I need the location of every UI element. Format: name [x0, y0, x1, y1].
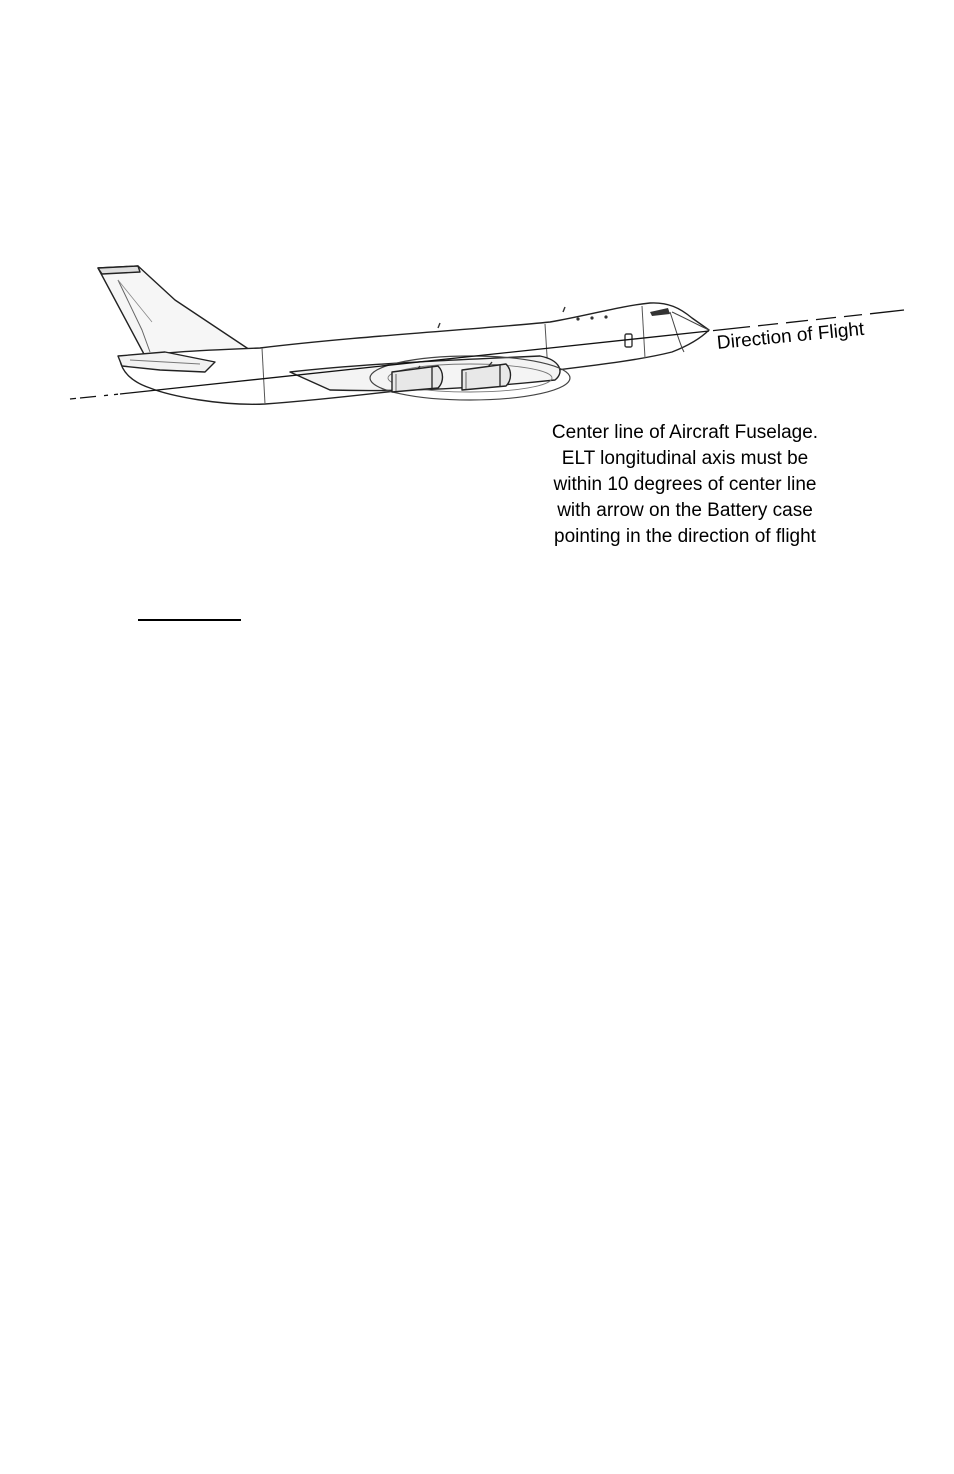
caption-line: with arrow on the Battery case: [557, 500, 813, 521]
caption-line: Center line of Aircraft Fuselage.: [551, 422, 819, 443]
center-line-caption: [520, 420, 850, 550]
caption-line: ELT longitudinal axis must be: [561, 448, 809, 469]
direction-of-flight-label: Direction of Flight: [716, 318, 866, 354]
divider-rule: [138, 619, 241, 621]
caption-line: pointing in the direction of flight: [554, 526, 816, 547]
caption-line: within 10 degrees of center line: [553, 474, 817, 495]
airplane-icon: [98, 266, 709, 404]
